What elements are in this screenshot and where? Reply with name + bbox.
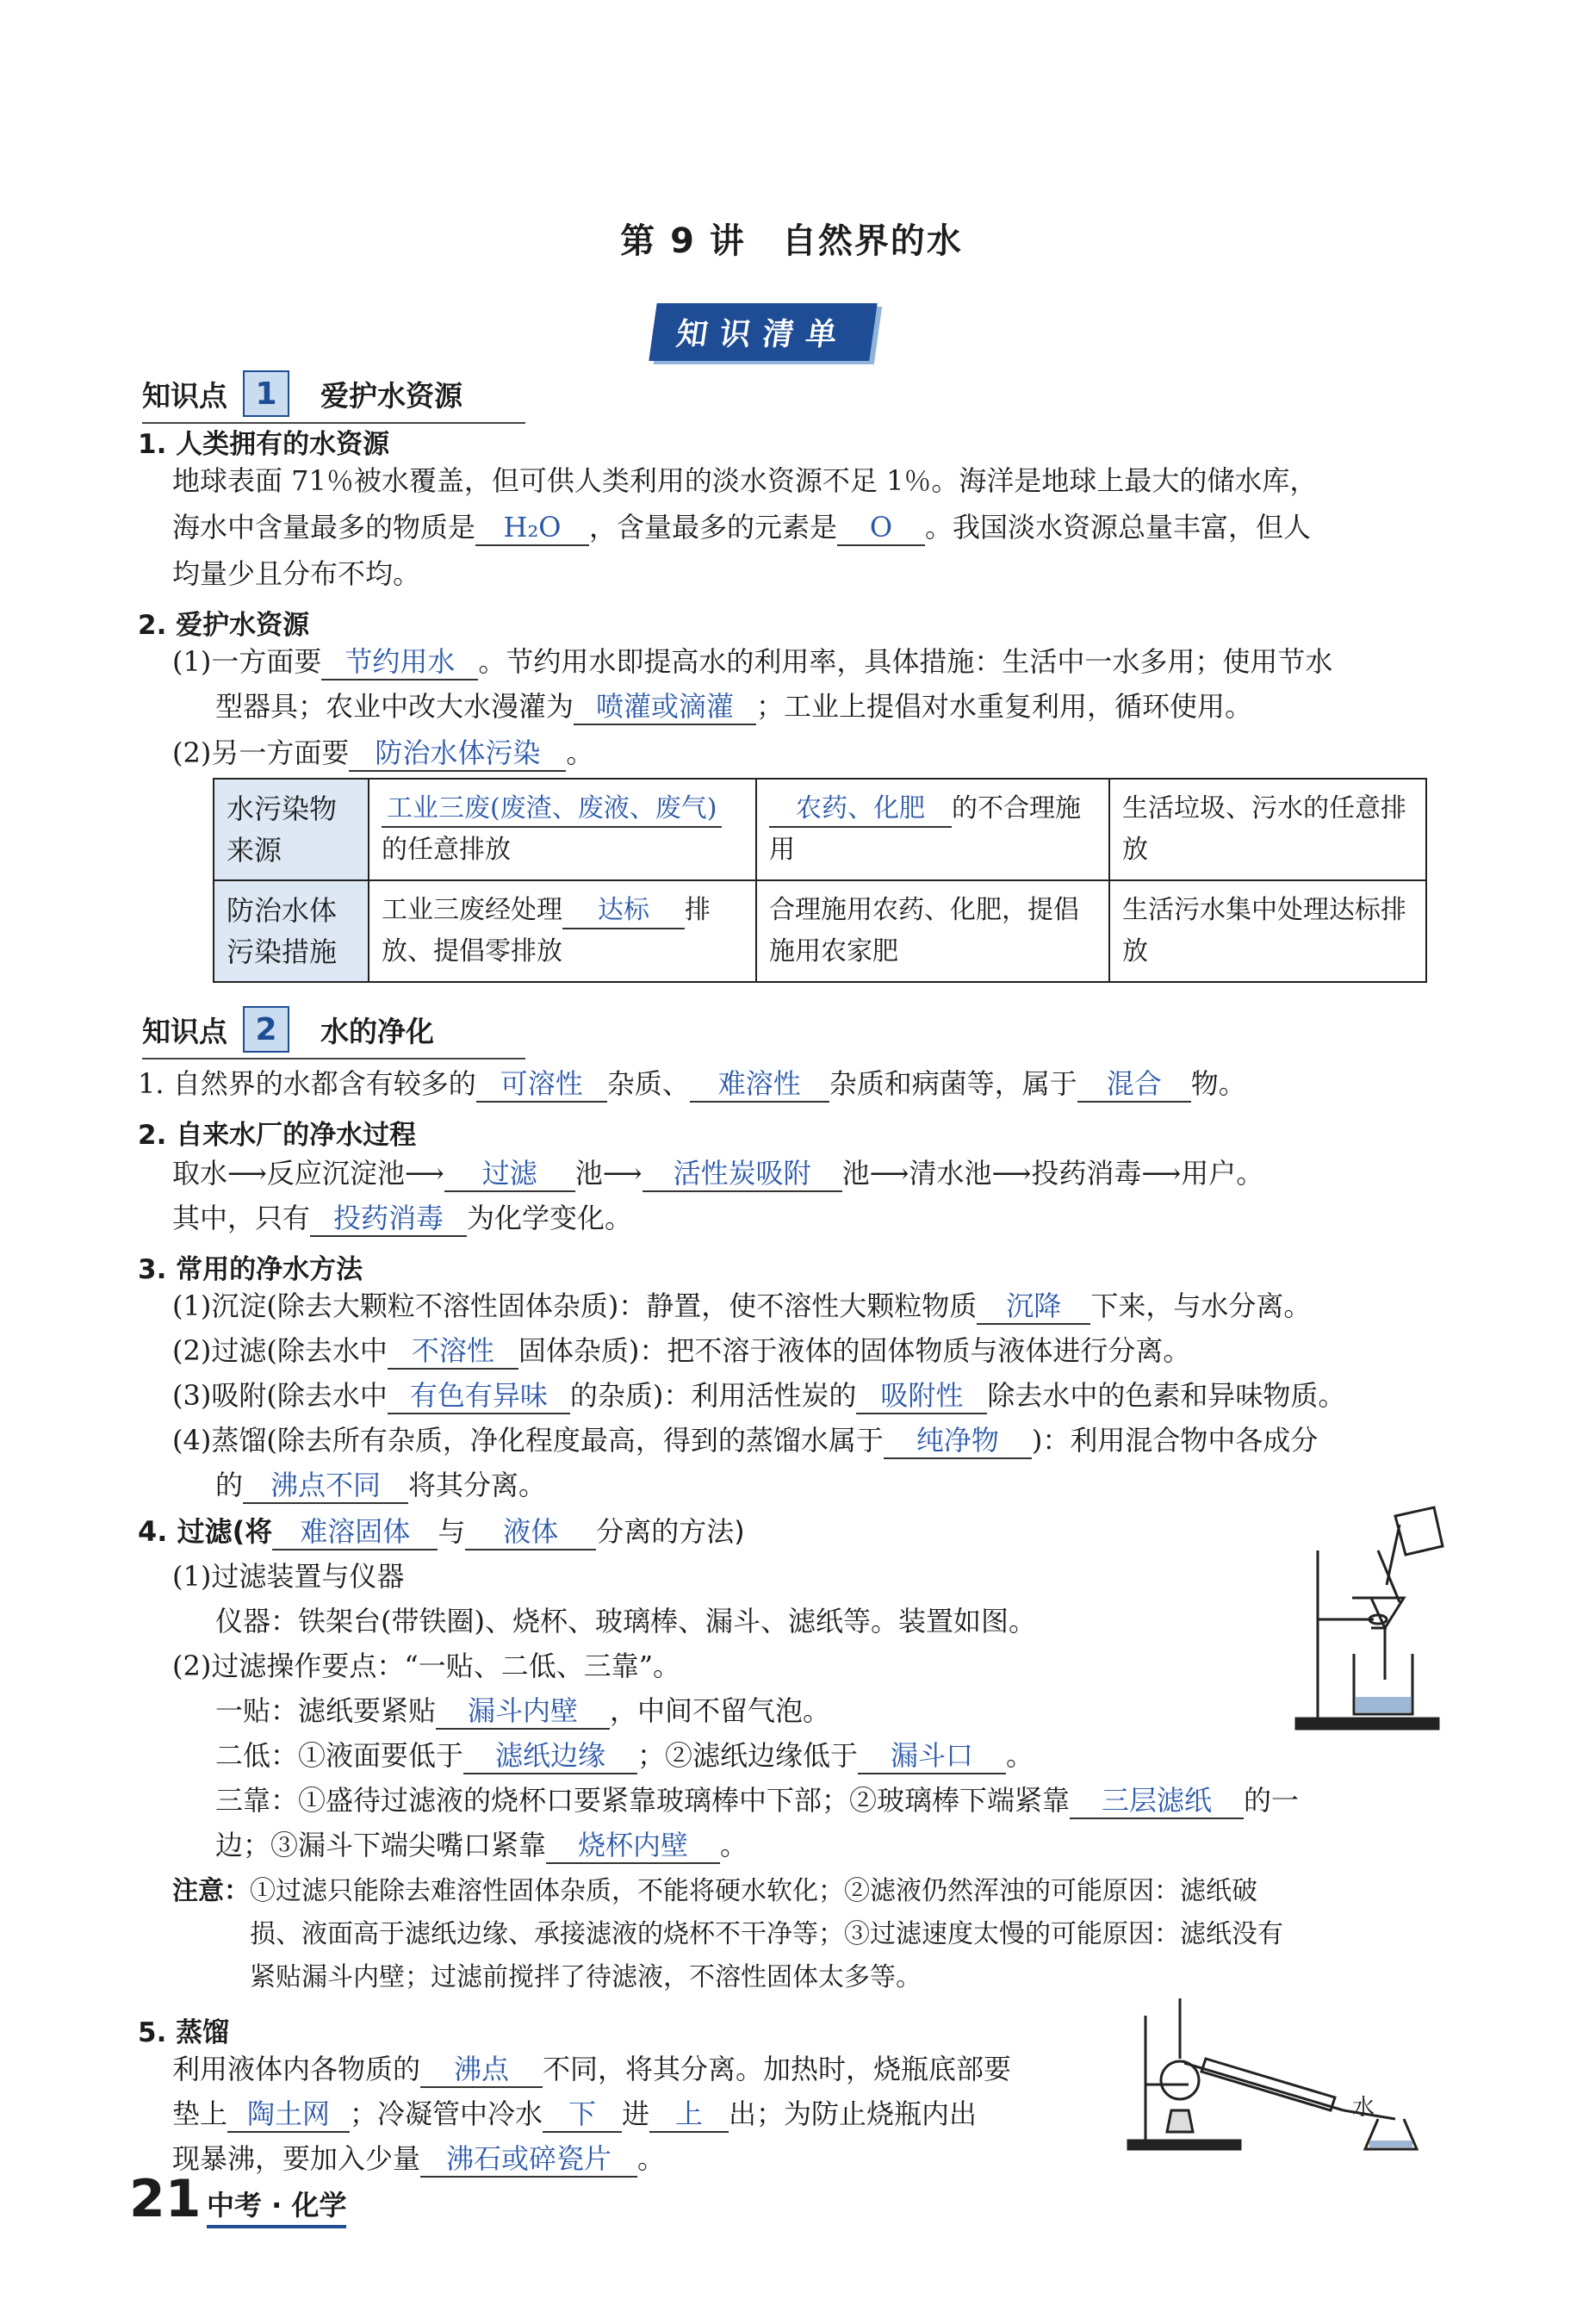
text: 的杂质)：利用活性炭的 bbox=[569, 1379, 857, 1412]
s1-line3: 均量少且分布不均。 bbox=[172, 557, 421, 590]
knowledge-badge-wrap bbox=[653, 303, 873, 361]
text: (2)过滤(除去水中 bbox=[172, 1334, 388, 1367]
text: 海水中含量最多的物质是 bbox=[172, 511, 476, 544]
pollution-table bbox=[213, 778, 1427, 983]
answer-standard: 达标 bbox=[562, 893, 685, 929]
p3-line1 bbox=[172, 1287, 1311, 1325]
p5-line2 bbox=[172, 2095, 977, 2133]
table-cell bbox=[756, 779, 1109, 880]
answer-insoluble-solid: 难溶固体 bbox=[272, 1514, 438, 1550]
answer-three-layers: 三层滤纸 bbox=[1070, 1783, 1244, 1819]
answer-soluble: 可溶性 bbox=[476, 1066, 607, 1103]
kp1-label: 知识点 bbox=[142, 378, 227, 413]
answer-oxygen: O bbox=[837, 510, 925, 546]
answer-pesticide-fertilizer: 农药、化肥 bbox=[769, 792, 952, 828]
text: 进 bbox=[622, 2097, 650, 2130]
text: 二低：①液面要低于 bbox=[215, 1739, 464, 1772]
text: (3)吸附(除去水中 bbox=[172, 1379, 388, 1412]
answer-boiling: 沸点 bbox=[420, 2052, 543, 2088]
text: 现暴沸，要加入少量 bbox=[172, 2142, 421, 2175]
answer-pure-substance: 纯净物 bbox=[884, 1423, 1032, 1459]
p4-line2: 仪器：铁架台(带铁圈)、烧杯、玻璃棒、漏斗、滤纸等。装置如图。 bbox=[215, 1605, 1036, 1637]
answer-disinfection: 投药消毒 bbox=[310, 1201, 467, 1237]
p4-line4 bbox=[215, 1692, 830, 1730]
table-cell bbox=[369, 880, 756, 982]
p5-line3 bbox=[172, 2140, 665, 2178]
knowledge-list-badge: 知识清单 bbox=[649, 303, 877, 361]
text: (1)沉淀(除去大颗粒不溶性固体杂质)：静置，使不溶性大颗粒物质 bbox=[172, 1289, 978, 1322]
p4-heading bbox=[138, 1513, 745, 1550]
answer-save-water: 节约用水 bbox=[321, 644, 478, 680]
answer-top-out: 上 bbox=[649, 2097, 729, 2133]
note-line2: 损、液面高于滤纸边缘、承接滤液的烧杯不干净等；③过滤速度太慢的可能原因：滤纸没有 bbox=[250, 1919, 1283, 1949]
answer-color-odor: 有色有异味 bbox=[388, 1378, 570, 1414]
text: 的任意排放 bbox=[382, 835, 511, 865]
text: 利用液体内各物质的 bbox=[172, 2053, 421, 2085]
answer-beaker-wall: 烧杯内壁 bbox=[546, 1828, 720, 1864]
answer-filter: 过滤 bbox=[444, 1156, 575, 1192]
text: ，含量最多的元素是 bbox=[589, 511, 838, 544]
answer-h2o: H₂O bbox=[475, 510, 589, 546]
kp2-label: 知识点 bbox=[142, 1014, 227, 1048]
text: 垫上 bbox=[172, 2097, 228, 2130]
answer-carbon-adsorption: 活性炭吸附 bbox=[643, 1156, 842, 1192]
note-line3: 紧贴漏斗内壁；过滤前搅拌了待滤液，不溶性固体太多等。 bbox=[250, 1962, 922, 1992]
text: 。我国淡水资源总量丰富，但人 bbox=[925, 511, 1312, 544]
text: 的不合理施用 bbox=[769, 793, 1081, 865]
s1-line2 bbox=[172, 508, 1311, 546]
text: 杂质和病菌等，属于 bbox=[829, 1067, 1077, 1100]
text: ；工业上提倡对水重复利用，循环使用。 bbox=[756, 690, 1253, 723]
kp2-number: 2 bbox=[243, 1006, 289, 1053]
s2-heading: 2. 爱护水资源 bbox=[138, 610, 310, 641]
text: 的一 bbox=[1244, 1784, 1300, 1817]
p4-line5 bbox=[215, 1737, 1034, 1774]
kp1-number: 1 bbox=[243, 370, 289, 417]
text: 。 bbox=[1006, 1739, 1034, 1772]
lesson-title: 第 9 讲 自然界的水 bbox=[620, 221, 963, 261]
answer-liquid: 液体 bbox=[465, 1514, 596, 1550]
text: ①过滤只能除去难溶性固体杂质，不能将硬水软化；②滤液仍然浑浊的可能原因：滤纸破 bbox=[250, 1876, 1257, 1906]
kp2-heading bbox=[142, 1006, 525, 1059]
kp1-name: 爱护水资源 bbox=[320, 378, 462, 413]
note-label: 注意： bbox=[172, 1876, 250, 1906]
text: (2)另一方面要 bbox=[172, 736, 350, 769]
answer-bottom-in: 下 bbox=[543, 2097, 622, 2133]
p5-line1 bbox=[172, 2050, 1011, 2088]
distillation-apparatus-figure bbox=[1120, 1981, 1438, 2153]
page-number: 21 bbox=[129, 2169, 202, 2229]
text: 。 bbox=[637, 2142, 666, 2175]
text: 。 bbox=[566, 736, 594, 769]
text: 下来，与水分离。 bbox=[1090, 1289, 1312, 1322]
text: 一贴：滤纸要紧贴 bbox=[215, 1694, 437, 1727]
text: ；冷凝管中冷水 bbox=[350, 2097, 543, 2130]
answer-settle: 沉降 bbox=[977, 1289, 1090, 1325]
kp2-name: 水的净化 bbox=[320, 1014, 434, 1048]
s2-line2 bbox=[215, 687, 1252, 725]
text: 物。 bbox=[1190, 1067, 1246, 1100]
p2-heading: 2. 自来水厂的净水过程 bbox=[138, 1120, 417, 1151]
table-cell: 生活垃圾、污水的任意排放 bbox=[1109, 779, 1426, 880]
answer-funnel-mouth: 漏斗口 bbox=[858, 1738, 1006, 1774]
s1-line1: 地球表面 71％被水覆盖，但可供人类利用的淡水资源不足 1％。海洋是地球上最大的储水库， bbox=[172, 464, 1318, 497]
text: 。节约用水即提高水的利用率，具体措施：生活中一水多用；使用节水 bbox=[478, 645, 1333, 678]
p3-line2 bbox=[172, 1332, 1190, 1370]
text: 池⟶清水池⟶投药消毒⟶用户。 bbox=[841, 1157, 1264, 1190]
answer-ceramic-net: 陶土网 bbox=[227, 2097, 350, 2133]
text: 三靠：①盛待过滤液的烧杯口要紧靠玻璃棒中下部；②玻璃棒下端紧靠 bbox=[215, 1784, 1071, 1817]
text: (1)一方面要 bbox=[172, 645, 322, 678]
text: 为化学变化。 bbox=[467, 1202, 633, 1234]
text: )：利用混合物中各成分 bbox=[1031, 1424, 1319, 1457]
text: 分离的方法) bbox=[596, 1515, 745, 1548]
text: 排放、提倡零排放 bbox=[382, 895, 711, 966]
s1-heading: 1. 人类拥有的水资源 bbox=[138, 429, 390, 460]
p4-line3: (2)过滤操作要点：“一贴、二低、三靠”。 bbox=[172, 1650, 681, 1682]
text: ；②滤纸边缘低于 bbox=[637, 1739, 859, 1772]
text: 不同，将其分离。加热时，烧瓶底部要 bbox=[543, 2053, 1012, 2085]
text: ，中间不留气泡。 bbox=[610, 1694, 831, 1727]
table-head-prevention: 防治水体污染措施 bbox=[214, 880, 369, 982]
text: 4. 过滤(将 bbox=[138, 1515, 273, 1548]
p3-line3 bbox=[172, 1376, 1345, 1414]
table-head-source: 水污染物来源 bbox=[214, 779, 369, 880]
s2-line3 bbox=[172, 734, 593, 772]
text: 出；为防止烧瓶内出 bbox=[729, 2097, 978, 2130]
answer-funnel-wall: 漏斗内壁 bbox=[436, 1693, 610, 1730]
answer-paper-edge: 滤纸边缘 bbox=[463, 1738, 637, 1774]
text: 其中，只有 bbox=[172, 1202, 311, 1234]
water-label: 水 bbox=[1352, 2095, 1375, 2121]
text: (4)蒸馏(除去所有杂质，净化程度最高，得到的蒸馏水属于 bbox=[172, 1424, 884, 1457]
kp1-heading bbox=[142, 370, 525, 424]
answer-boiling-chips: 沸石或碎瓷片 bbox=[420, 2141, 637, 2178]
answer-prevent-pollution: 防治水体污染 bbox=[349, 736, 566, 772]
text: 。 bbox=[720, 1829, 748, 1861]
p3-line4 bbox=[172, 1421, 1318, 1459]
table-cell: 合理施用农药、化肥，提倡施用农家肥 bbox=[756, 880, 1109, 982]
p3-line5 bbox=[215, 1466, 546, 1504]
p2-line1 bbox=[172, 1154, 1263, 1192]
answer-mixture: 混合 bbox=[1077, 1066, 1191, 1103]
p5-heading: 5. 蒸馏 bbox=[138, 2017, 230, 2048]
text: 1. 自然界的水都含有较多的 bbox=[138, 1067, 476, 1100]
p3-heading: 3. 常用的净水方法 bbox=[138, 1254, 363, 1285]
text: 将其分离。 bbox=[408, 1469, 547, 1501]
answer-industrial-waste: 工业三废(废渣、废液、废气) bbox=[382, 792, 722, 828]
p4-line6 bbox=[215, 1781, 1299, 1819]
answer-insoluble-2: 不溶性 bbox=[388, 1333, 518, 1370]
p1-line bbox=[138, 1065, 1246, 1103]
table-cell: 生活污水集中处理达标排放 bbox=[1109, 880, 1426, 982]
s2-line1 bbox=[172, 643, 1332, 680]
text: 池⟶ bbox=[574, 1157, 643, 1190]
note-line1 bbox=[172, 1873, 1257, 1911]
text: 型器具；农业中改大水漫灌为 bbox=[215, 690, 574, 723]
table-row bbox=[214, 779, 1426, 880]
footer-book-title: 中考 · 化学 bbox=[207, 2184, 346, 2228]
table-row bbox=[214, 880, 1426, 982]
text: 杂质、 bbox=[606, 1067, 690, 1100]
answer-insoluble: 难溶性 bbox=[690, 1066, 829, 1103]
text: 除去水中的色素和异味物质。 bbox=[987, 1379, 1346, 1412]
answer-irrigation: 喷灌或滴灌 bbox=[574, 689, 756, 725]
text: 与 bbox=[438, 1515, 466, 1548]
table-cell bbox=[369, 779, 756, 880]
p2-line2 bbox=[172, 1199, 632, 1237]
answer-adsorptive: 吸附性 bbox=[856, 1378, 987, 1414]
text: 边；③漏斗下端尖嘴口紧靠 bbox=[215, 1829, 547, 1861]
text: 工业三废经处理 bbox=[382, 895, 562, 925]
answer-boiling-point: 沸点不同 bbox=[243, 1468, 408, 1504]
text: 固体杂质)：把不溶于液体的固体物质与液体进行分离。 bbox=[518, 1334, 1191, 1367]
text: 取水⟶反应沉淀池⟶ bbox=[172, 1157, 444, 1190]
text: 的 bbox=[215, 1469, 244, 1501]
p4-line1: (1)过滤装置与仪器 bbox=[172, 1560, 405, 1593]
filtration-apparatus-figure bbox=[1292, 1499, 1447, 1740]
p4-line7 bbox=[215, 1826, 748, 1864]
